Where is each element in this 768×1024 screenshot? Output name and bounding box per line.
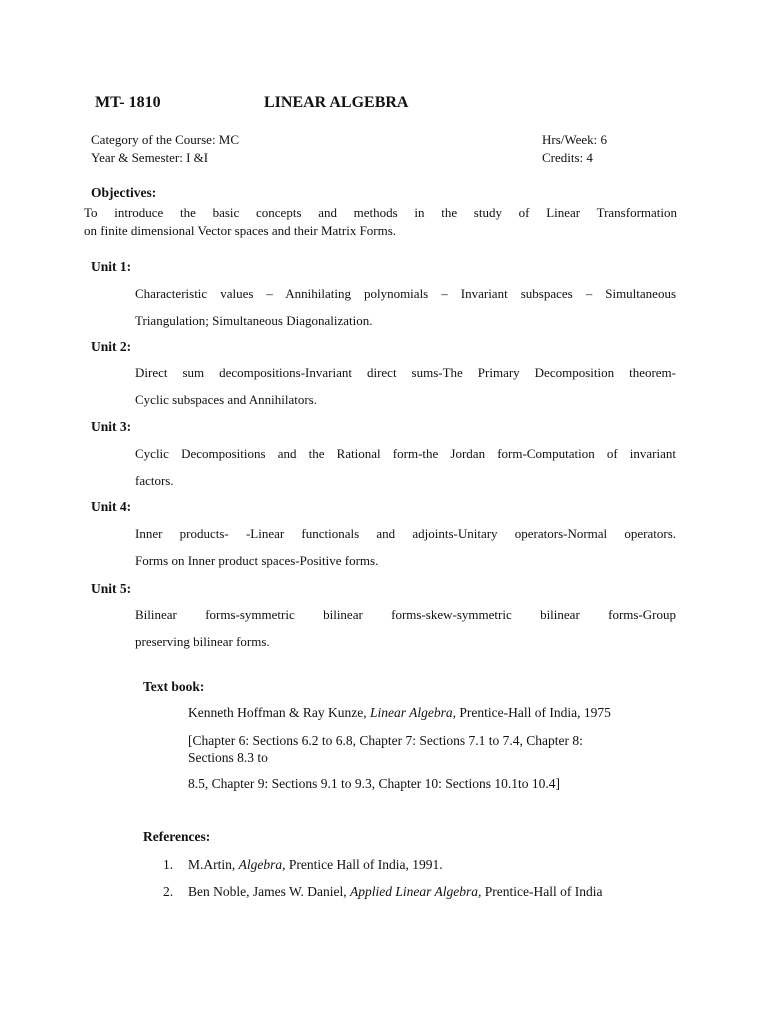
objectives-line-1: To introduce the basic concepts and methods in the study of Linear Transformation — [84, 205, 677, 220]
unit-5-heading: Unit 5: — [91, 581, 132, 596]
reference-author: Ben Noble, James W. Daniel, — [188, 884, 350, 899]
reference-title: Applied Linear Algebra, — [349, 884, 482, 899]
textbook-publisher: , Prentice-Hall of India, 1975 — [452, 705, 611, 720]
unit-2-line-1: Direct sum decompositions-Invariant direct sums-The Primary Decomposition theorem- — [135, 365, 676, 380]
course-credits: Credits: 4 — [542, 150, 593, 165]
course-title: LINEAR ALGEBRA — [264, 94, 409, 111]
unit-5-line-2: preserving bilinear forms. — [135, 634, 270, 649]
course-hours: Hrs/Week: 6 — [542, 132, 608, 147]
unit-5-line-1: Bilinear forms-symmetric bilinear forms-skew-symmetric bilinear forms-Group — [135, 607, 676, 622]
reference-publisher: Prentice Hall of India, 1991. — [285, 857, 443, 872]
unit-4-line-1: Inner products- -Linear functionals and adjoints-Unitary operators-Normal operators. — [135, 526, 676, 541]
unit-4-line-2: Forms on Inner product spaces-Positive forms. — [135, 553, 379, 568]
textbook-author: Kenneth Hoffman & Ray Kunze, — [188, 705, 370, 720]
reference-number: 2. — [163, 884, 174, 899]
references-heading: References: — [143, 829, 211, 844]
unit-2-heading: Unit 2: — [91, 339, 132, 354]
reference-title: Algebra, — [238, 857, 286, 872]
textbook-chapters-line-2: Sections 8.3 to — [188, 750, 268, 765]
textbook-chapters-line-1: [Chapter 6: Sections 6.2 to 6.8, Chapter 7: Sections 7.1 to 7.4, Chapter 8: — [188, 733, 583, 748]
reference-item-1 — [188, 857, 443, 873]
reference-number: 1. — [163, 857, 174, 872]
unit-1-line-2: Triangulation; Simultaneous Diagonalization. — [135, 313, 373, 328]
course-code: MT- 1810 — [95, 94, 161, 111]
reference-publisher: Prentice-Hall of India — [481, 884, 603, 899]
objectives-line-2: on finite dimensional Vector spaces and their Matrix Forms. — [84, 223, 397, 238]
unit-3-heading: Unit 3: — [91, 419, 132, 434]
unit-3-line-2: factors. — [135, 473, 174, 488]
unit-2-line-2: Cyclic subspaces and Annihilators. — [135, 392, 317, 407]
unit-1-line-1: Characteristic values – Annihilating polynomials – Invariant subspaces – Simultaneous — [135, 286, 676, 301]
textbook-heading: Text book: — [143, 679, 205, 694]
textbook-chapters-line-3: 8.5, Chapter 9: Sections 9.1 to 9.3, Chapter 10: Sections 10.1to 10.4] — [188, 776, 560, 791]
unit-4-heading: Unit 4: — [91, 499, 132, 514]
textbook-citation — [188, 705, 611, 721]
objectives-heading: Objectives: — [91, 185, 157, 200]
reference-author: M.Artin, — [188, 857, 239, 872]
reference-item-2 — [188, 884, 602, 900]
course-year-semester: Year & Semester: I &I — [91, 150, 209, 165]
textbook-title: Linear Algebra — [369, 705, 453, 720]
unit-1-heading: Unit 1: — [91, 259, 132, 274]
course-category: Category of the Course: MC — [91, 132, 240, 147]
unit-3-line-1: Cyclic Decompositions and the Rational form-the Jordan form-Computation of invariant — [135, 446, 676, 461]
